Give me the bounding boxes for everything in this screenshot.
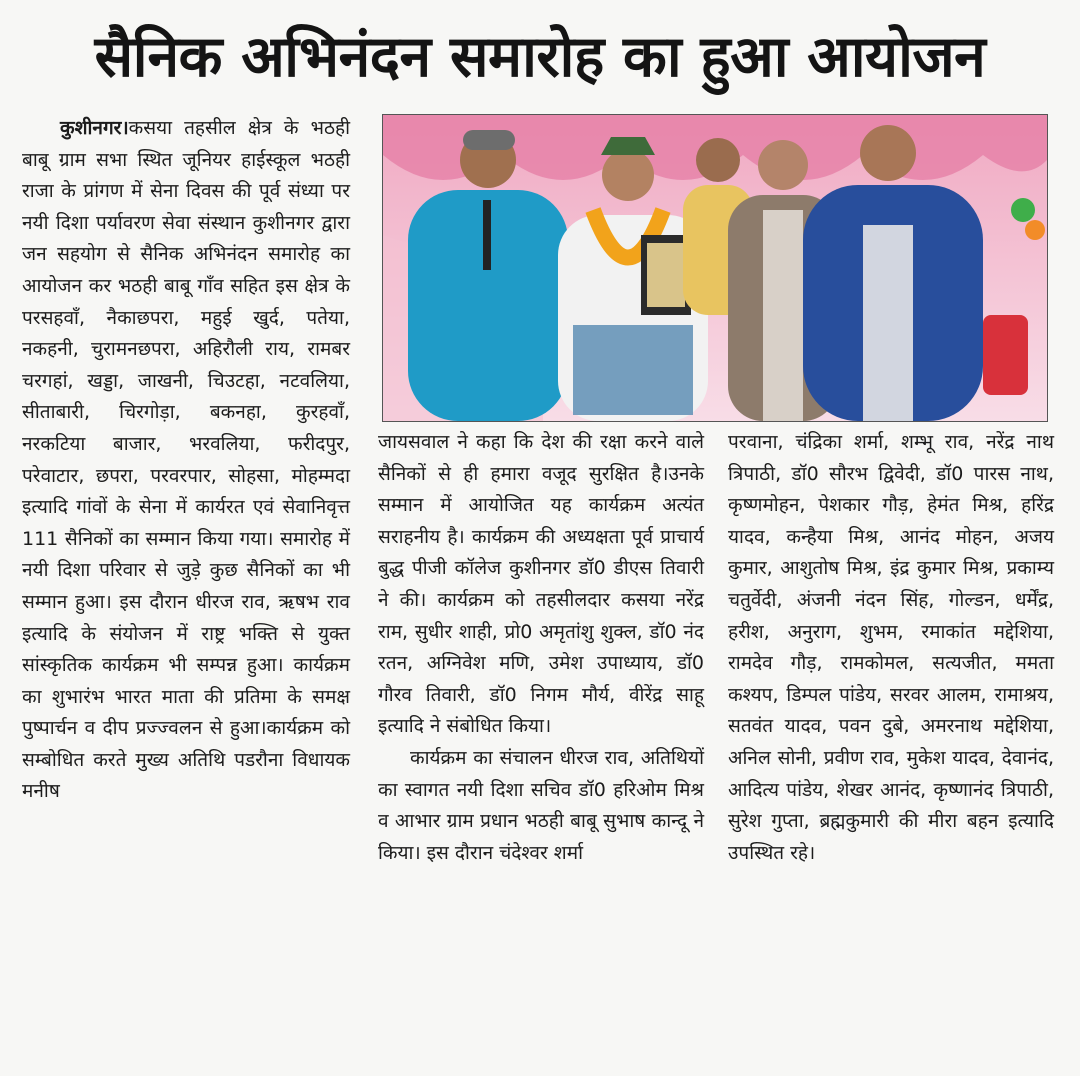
article-headline: सैनिक अभिनंदन समारोह का हुआ आयोजन <box>94 24 986 90</box>
article-column-3 <box>728 427 1054 869</box>
article-column-1 <box>22 113 350 808</box>
paragraph-1-part-1 <box>22 113 350 808</box>
ceremony-photo-illustration <box>383 115 1047 421</box>
dateline: कुशीनगर। <box>60 117 129 139</box>
paragraph-1-part-2: जायसवाल ने कहा कि देश की रक्षा करने वाले सैनिकों से ही हमारा वजूद सुरक्षित है।उनके सम्मान में आयोजित यह कार्यक्रम अत्यंत सराहनीय है। कार्यक्रम की अध्यक्षता पूर्व प्राचार्य बुद्ध पीजी कॉलेज कुशीनगर डॉ0 डीएस तिवारी ने की। कार्यक्रम को तहसीलदार कसया नरेंद्र राम, सुधीर शाही, प्रो0 अमृतांशु शुक्ल, डॉ0 नंद रतन, अग्निवेश मणि, उमेश उपाध्याय, डॉ0 गौरव तिवारी, डॉ0 निगम मौर्य, वीरेंद्र साहू इत्यादि ने संबोधित किया। <box>378 431 704 738</box>
paragraph-2-part-2: परवाना, चंद्रिका शर्मा, शम्भू राव, नरेंद्र नाथ त्रिपाठी, डॉ0 सौरभ द्विवेदी, डॉ0 पारस नाथ, कृष्णमोहन, पेशकार गौड़, हेमंत मिश्र, हरिंद्र यादव, कन्हैया मिश्र, आनंद मोहन, अजय कुमार, आशुतोष मिश्र, इंद्र कुमार मिश्र, प्रकाम्य चतुर्वेदी, अंजनी नंदन सिंह, गोल्डन, धर्मेंद्र, हरीश, अनुराग, शुभम, रमाकांत मद्देशिया, रामदेव गौड़, रामकोमल, सत्यजीत, ममता कश्यप, डिम्पल पांडेय, सरवर आलम, रामाश्रय, सतवंत यादव, पवन दुबे, अमरनाथ मद्देशिया, अनिल सोनी, प्रवीण राव, मुकेश यादव, देवानंद, आदित्य पांडेय, शेखर आनंद, कृष्णानंद त्रिपाठी, सुरेश गुप्ता, ब्रह्मकुमारी की मीरा बहन इत्यादि उपस्थित रहे। <box>728 431 1054 864</box>
news-photo <box>382 114 1048 422</box>
paragraph-text: कसया तहसील क्षेत्र के भठही बाबू ग्राम सभा स्थित जूनियर हाईस्कूल भठही राजा के प्रांगण में सेना दिवस की पूर्व संध्या पर नयी दिशा पर्यावरण सेवा संस्थान कुशीनगर द्वारा जन सहयोग से सैनिक अभिनंदन समारोह का आयोजन कर भठही बाबू गाँव सहित इस क्षेत्र के परसहवाँ, नैकाछपरा, महुई खुर्द, पतेया, नकहनी, चुरामनछपरा, अहिरौली राय, रामबर चरगहां, खड्डा, जाखनी, चिउटहा, नटवलिया, सीताबारी, चिरगोड़ा, बकनहा, कुरहवाँ, नरकटिया बाजार, भरवलिया, फरीदपुर, परेवाटार, छपरा, परवरपार, सोहसा, मोहम्मदा इत्यादि गांवों के सेना में कार्यरत एवं सेवानिवृत्त 111 सैनिकों का सम्मान किया गया। समारोह में नयी दिशा परिवार से जुड़े कुछ सैनिकों का भी सम्मान हुआ। इस दौरान धीरज राव, ऋषभ राव इत्यादि के संयोजन में राष्ट्र भक्ति से युक्त सांस्कृतिक कार्यक्रम भी सम्पन्न हुआ। कार्यक्रम का शुभारंभ भारत माता की प्रतिमा के समक्ष पुष्पार्चन व दीप प्रज्ज्वलन से हुआ।कार्यक्रम को सम्बोधित करते मुख्य अतिथि पडरौना विधायक मनीष <box>22 117 350 803</box>
article-column-2 <box>378 427 704 869</box>
paragraph-2-part-1: कार्यक्रम का संचालन धीरज राव, अतिथियों का स्वागत नयी दिशा सचिव डॉ0 हरिओम मिश्र व आभार ग्राम प्रधान भठही बाबू सुभाष कान्दू ने किया। इस दौरान चंदेश्वर शर्मा <box>378 746 704 864</box>
